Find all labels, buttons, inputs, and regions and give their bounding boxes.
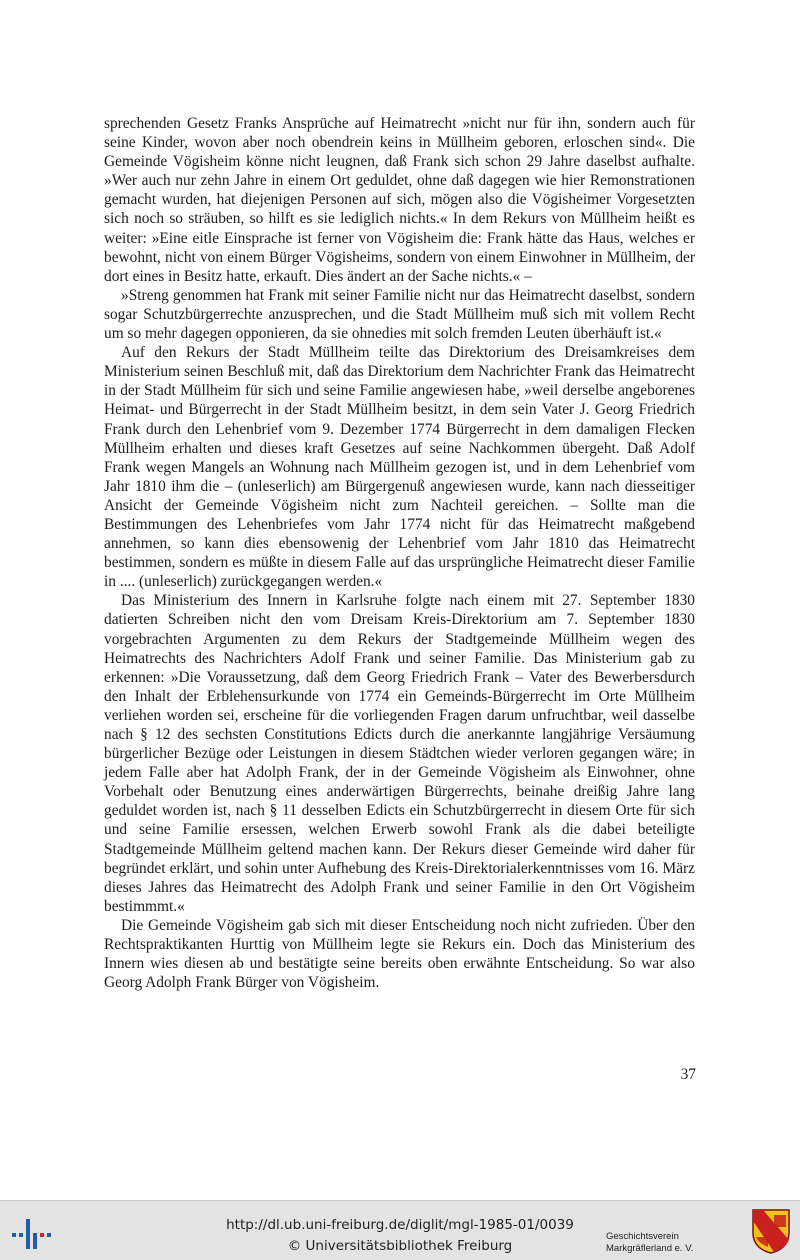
university-library-logo-icon [10, 1213, 54, 1251]
footer-bar [0, 1200, 800, 1260]
society-name-line2: Markgräflerland e. V. [606, 1242, 694, 1254]
paragraph-5: Die Gemeinde Vögisheim gab sich mit dieser Entscheidung noch nicht zufrieden. Über den Rechtspraktikanten Hurttig von Müllheim legte sie Rekurs ein. Doch das Ministerium des Innern wies diesen ab und bestätigte seine bereits oben erwähnte Entscheidung. So war also Georg Adolph Frank Bürger von Vögisheim. [104, 916, 695, 992]
page-number: 37 [680, 1066, 696, 1083]
copyright-text: © Universitätsbibliothek Freiburg [287, 1238, 513, 1254]
society-name-line1: Geschichtsverein [606, 1231, 679, 1242]
society-name [606, 1231, 746, 1254]
paragraph-2: »Streng genommen hat Frank mit seiner Familie nicht nur das Heimatrecht daselbst, sondern sogar Schutzbürgerrechte anzusprechen, und die Stadt Müllheim muß sich mit vollem Recht um so mehr dagegen opponieren, da sie ohnedies mit solch fremden Leuten überhäuft ist.« [104, 286, 695, 343]
source-url-link[interactable]: http://dl.ub.uni-freiburg.de/diglit/mgl-1985-01/0039 [226, 1217, 574, 1233]
paragraph-4: Das Ministerium des Innern in Karlsruhe folgte nach einem mit 27. September 1830 datierten Schreiben nicht den vom Dreisam Kreis-Direktorium am 7. September 1830 vorgebrachten Argumenten zu dem Rekurs der Stadtgemeinde Müllheim wegen des Heimatrechts des Nachrichters Adolf Frank und seiner Familie. Das Ministerium gab zu erkennen: »Die Voraussetzung, daß dem Georg Friedrich Frank – Vater des Bewerbersdurch den Inhalt der Erblehensurkunde von 1774 ein Gemeinds-Bürgerrecht im Orte Müllheim verliehen worden sei, erscheine für die vorliegenden Fragen darum unfruchtbar, weil dasselbe nach § 12 des sechsten Constitutions Edicts durch die anerkannte langjährige Versäumung bürgerlicher Bezüge oder Leistungen in diesem Städtchen wieder verloren gegangen wäre; in jedem Falle aber hat Adolph Frank, der in der Gemeinde Vögisheim als Einwohner, ohne Vorbehalt oder Benutzung eines anderwärtigen Bürgerrechts, beinahe dreißig Jahre lang geduldet worden ist, nach § 11 desselben Edicts ein Schutzbürgerrecht in diesem Orte für sich und seine Familie ersessen, welchen Erwerb sowohl Frank als die dabei beteiligte Stadtgemeinde Müllheim geltend machen kann. Der Rekurs dieser Gemeinde wird daher für begründet erklärt, und sohin unter Aufhebung des Kreis-Direktorialerkenntnisses vom 16. März dieses Jahres das Heimatrecht des Adolph Frank und seiner Familie in den Ort Vögisheim bestimmmt.« [104, 592, 695, 915]
paragraph-3: Auf den Rekurs der Stadt Müllheim teilte das Direktorium des Dreisamkreises dem Ministerium seinen Beschluß mit, daß das Direktorium dem Nachrichter Frank das Heimatrecht in der Stadt Müllheim für sich und seine Familie angewiesen habe, »weil derselbe angeborenes Heimat- und Bürgerrecht in der Stadt Müllheim besitzt, in dem sein Vater J. Georg Friedrich Frank durch den Lehenbrief vom 9. Dezember 1774 Bürgerrecht in dem damaligen Flecken Müllheim erhalten und dieses kraft Gesetzes auf seine Nachkommen übergeht. Daß Adolf Frank wegen Mangels an Wohnung nach Müllheim gezogen ist, und in dem Lehenbrief vom Jahr 1810 ihm die – (unleserlich) am Bürgergenuß angewiesen wurde, kann nach diesseitiger Ansicht der Gemeinde Vögisheim nicht zum Nachteil gereichen. – Sollte man die Bestimmungen des Lehenbriefes vom Jahr 1774 nicht für das Heimatrecht maßgebend annehmen, so kann dies ebensowenig der Lehenbrief vom Jahr 1810 das Heimatrecht bestimmen, sondern es müßte in diesem Falle auf das ursprüngliche Heimatrecht dieser Familie in .... (unleserlich) zurückgegangen werden.« [104, 344, 695, 591]
coat-of-arms-icon [750, 1207, 792, 1255]
page-body [104, 114, 695, 992]
paragraph-1: sprechenden Gesetz Franks Ansprüche auf Heimatrecht »nicht nur für ihn, sondern auch für seine Kinder, wovon aber noch obendrein keins in Müllheim geboren, erloschen sind«. Die Gemeinde Vögisheim könne nicht leugnen, daß Frank sich schon 29 Jahre daselbst aufhalte. »Wer auch nur zehn Jahre in einem Ort geduldet, ohne daß dagegen wie hier Remonstrationen gemacht wurden, hat diejenigen Personen auf sich, mögen also die Vögisheimer Vorgesetzten sich noch so sträuben, so hilft es sie lediglich nichts.« In dem Rekurs von Müllheim heißt es weiter: »Eine eitle Einsprache ist ferner von Vögisheim die: Frank hätte das Haus, welches er bewohnt, nicht von einem Bürger Vögisheims, sondern von einem Einwohner in Müllheim, der dort eines in Besitz hatte, erkauft. Dies ändert an der Sache nichts.« – [104, 115, 695, 285]
